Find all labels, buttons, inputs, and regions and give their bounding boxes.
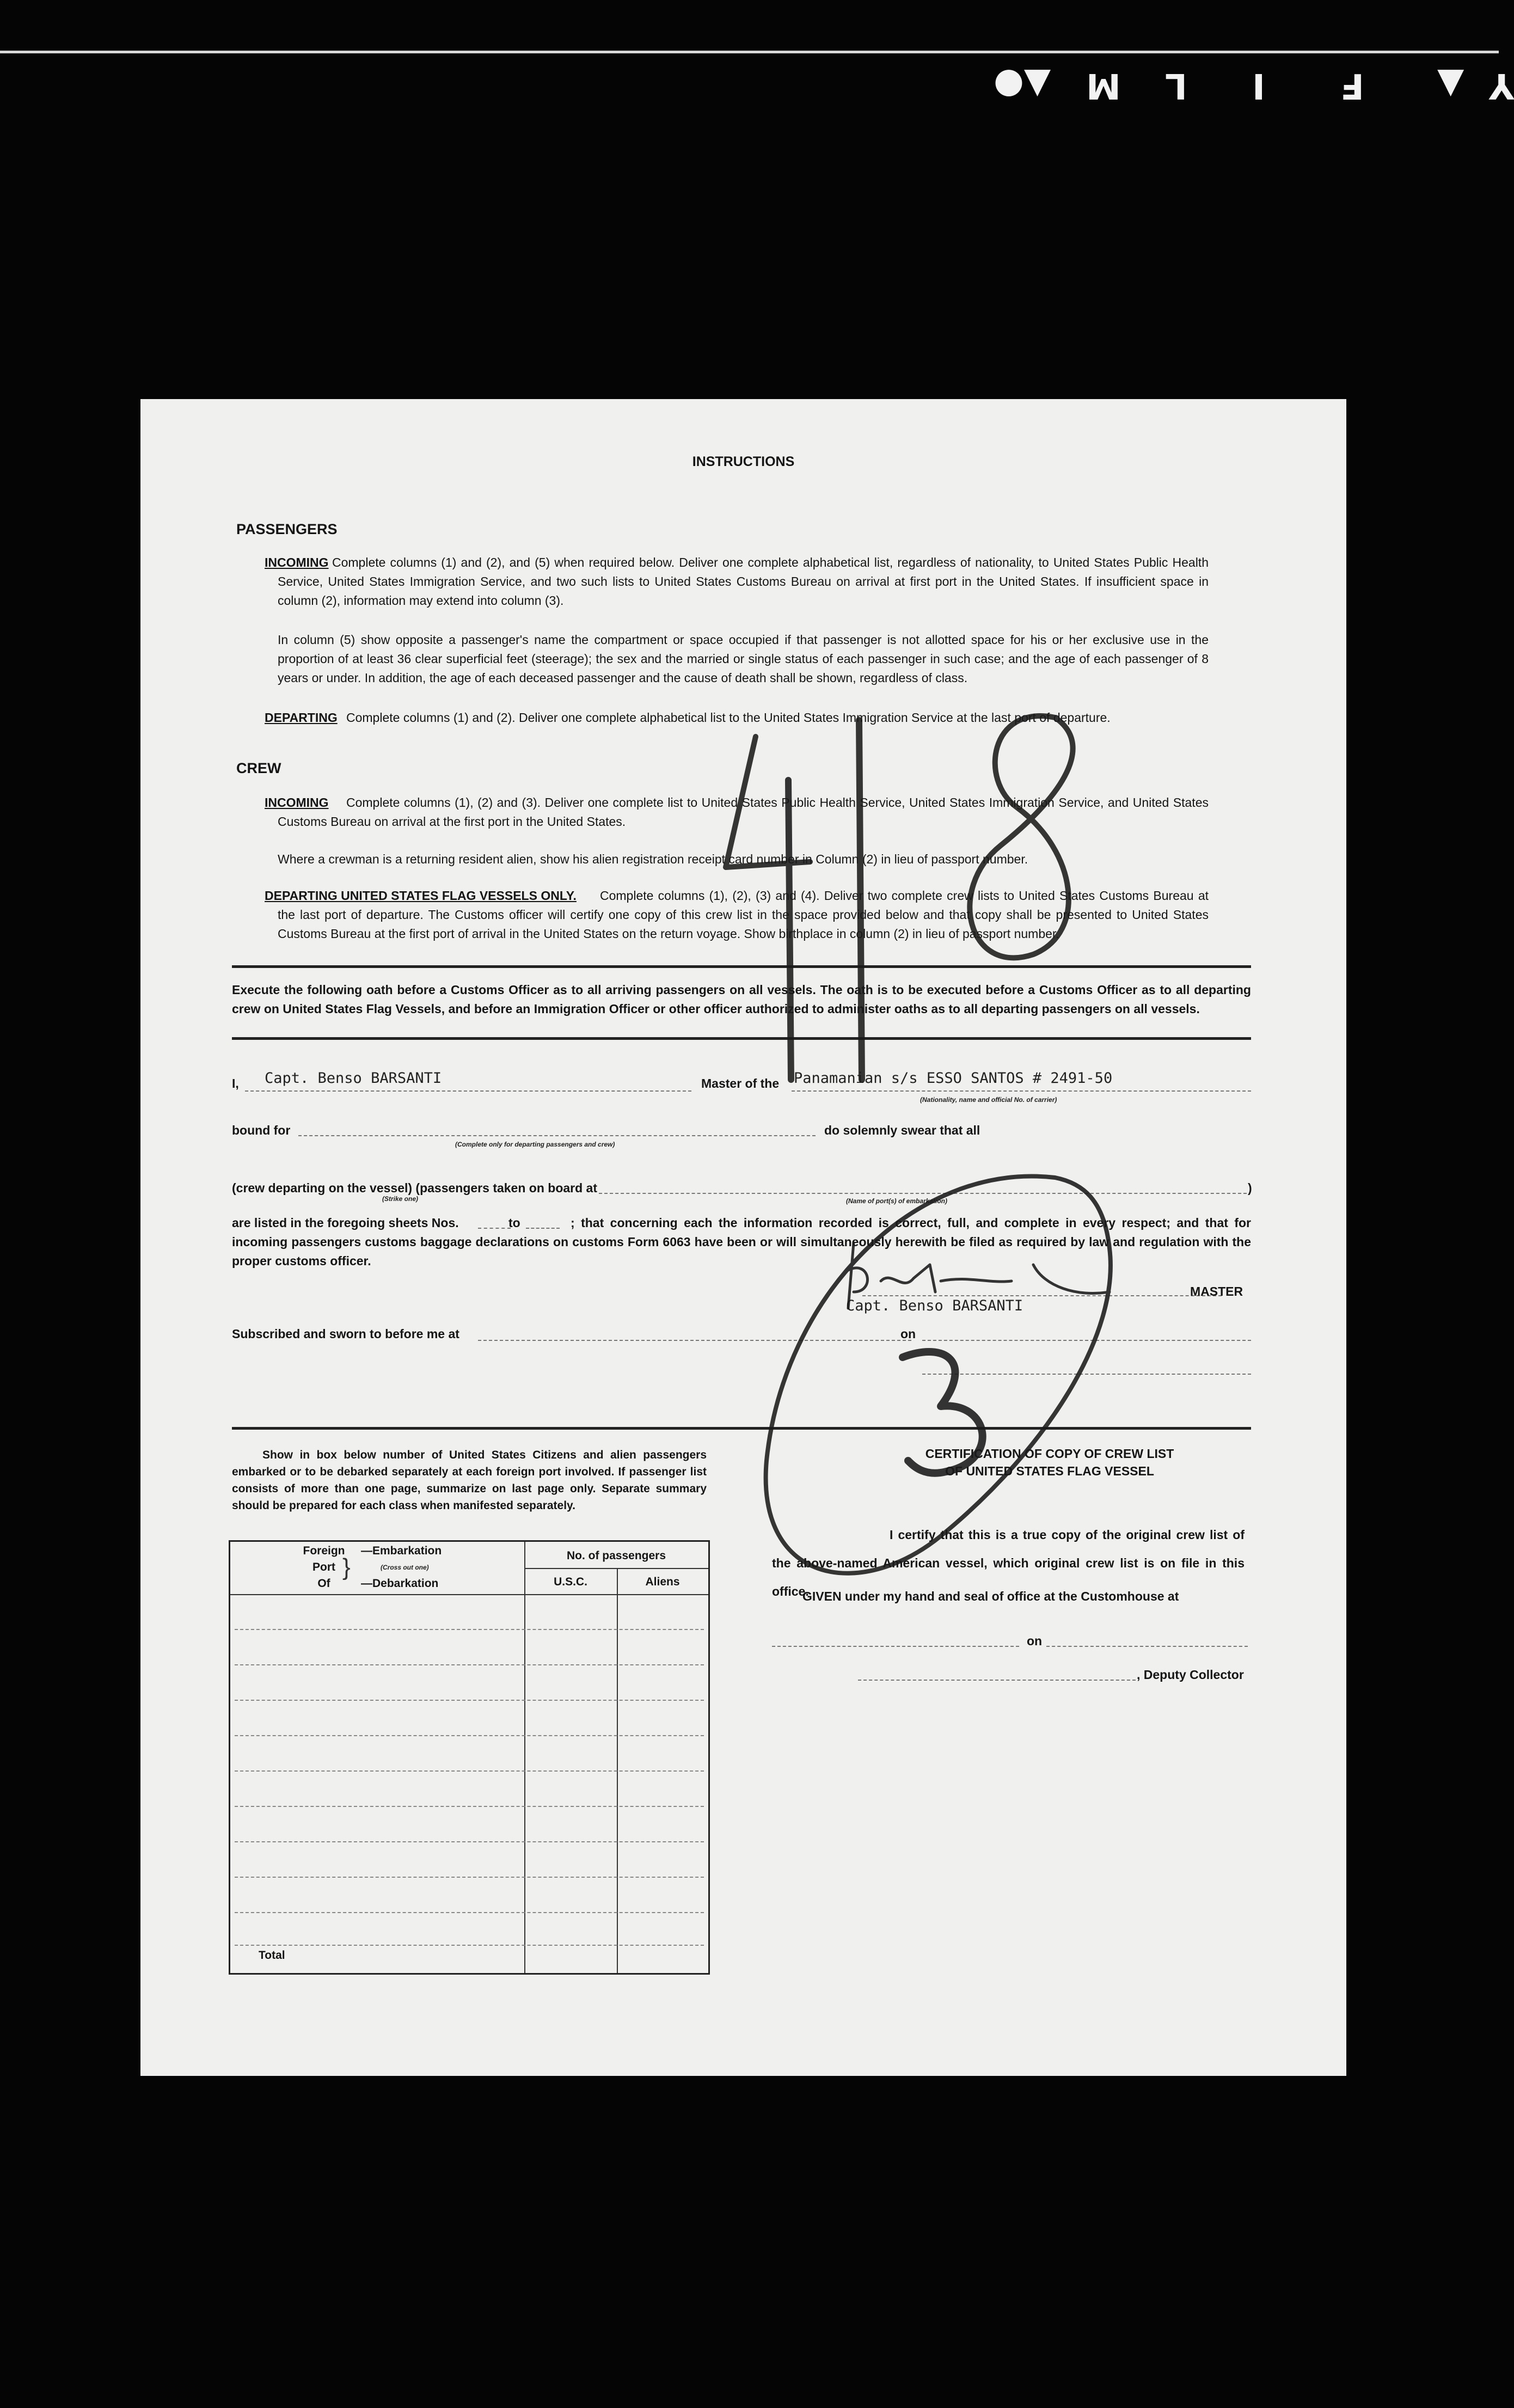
close-paren: ) [1248, 1181, 1252, 1195]
section-rule [232, 965, 1251, 968]
signature-name: Capt. Benso BARSANTI [846, 1297, 1023, 1314]
page-title: INSTRUCTIONS [692, 454, 795, 469]
given-text: GIVEN under my hand and seal of office at the Customhouse at [802, 1589, 1179, 1603]
passengers-heading: PASSENGERS [236, 521, 338, 537]
film-edge-line [0, 51, 1499, 53]
passengers-incoming-text: Complete columns (1) and (2), and (5) when required below. Deliver one complete alphabetical list, regardless of nationality, to United States Public Health Service, United States Immigration Service, and two such lists to United States Customs Bureau on arrival at first port in the United States. If insufficient space in column (2), information may extend into column (3). [278, 555, 1209, 608]
brace: } [342, 1554, 351, 1580]
passengers-column5-text: In column (5) show opposite a passenger's name the compartment or space occupied if that passenger is not allotted space for his or her exclusive use in the proportion of at least 36 clear superficial feet (steerage); the sex and the married or single status of each passenger in such case; and the age of each passenger of 8 years or under. In addition, the age of each deceased passenger and the cause of death shall be shown, regardless of class. [278, 633, 1209, 685]
table-row [235, 1877, 704, 1878]
bound-for-label: bound for [232, 1123, 291, 1137]
subscribed-date-line [922, 1340, 1251, 1341]
embarkation-ports-line [599, 1193, 1247, 1194]
certification-date-line [1046, 1646, 1248, 1647]
master-name-line [245, 1090, 691, 1092]
film-edge-markings [969, 65, 1514, 114]
certify-text: I certify that this is a true copy of the original crew list of the above-named American vessel, which original crew list is on file in this office. [772, 1528, 1245, 1598]
passenger-summary-table [229, 1540, 710, 1975]
table-row [235, 1770, 704, 1772]
table-row [235, 1912, 704, 1913]
foreign-label: Foreign [303, 1545, 345, 1557]
film-mark: ▲ [1437, 65, 1464, 106]
customhouse-line [772, 1646, 1019, 1647]
oath-i-label: I, [232, 1076, 239, 1090]
crew-incoming-text: Complete columns (1), (2) and (3). Deliver one complete list to United States Public Health Service, United States Immigration Service, and United States Customs Bureau on arrival at the first port in the United States. [278, 795, 1209, 829]
port-label: Port [312, 1561, 335, 1573]
passengers-departing-text: Complete columns (1) and (2). Deliver one complete alphabetical list to the United States Immigration Service at the last port of departure. [346, 710, 1111, 725]
master-label: MASTER [1190, 1284, 1243, 1298]
ports-note: (Name of port(s) of embarkation) [846, 1197, 948, 1205]
passengers-incoming-label: INCOMING [265, 555, 329, 569]
passengers-departing-label: DEPARTING [265, 710, 338, 725]
strike-note: (Strike one) [382, 1195, 419, 1203]
subscribed-label: Subscribed and sworn to before me at [232, 1327, 459, 1341]
bound-for-line [298, 1135, 816, 1136]
listed-text: are listed in the foregoing sheets Nos. [232, 1216, 459, 1230]
summary-instructions: Show in box below number of United States Citizens and alien passengers embarked or to be debarked separately at each foreign port involved. If passenger list consists of more than one page, summarize on last page only. Separate summary should be prepared for each class when manifested separately. [232, 1449, 707, 1512]
oath-intro: Execute the following oath before a Customs Officer as to all arriving passengers on all vessels. The oath is to be executed before a Customs Officer as to all departing crew on United States Flag Vessels, and before an Immigration Officer or other officer authorized to administer oaths as to all departing passengers on all vessels. [232, 983, 1251, 1016]
master-of-label: Master of the [701, 1076, 780, 1090]
crew-departing-passengers: (crew departing on the vessel) (passengers taken on board at [232, 1181, 598, 1195]
certification-on-label: on [1027, 1634, 1043, 1648]
debarkation-label: —Debarkation [361, 1577, 439, 1590]
officer-line [922, 1374, 1251, 1375]
deputy-line [858, 1680, 1136, 1681]
total-label: Total [259, 1949, 285, 1962]
section-rule [232, 1037, 1251, 1040]
aliens-header: Aliens [645, 1576, 680, 1588]
table-row [235, 1841, 704, 1842]
bound-note: (Complete only for departing passengers and crew) [455, 1141, 615, 1148]
signature-line [862, 1295, 1222, 1296]
table-row [235, 1629, 704, 1630]
table-row [235, 1945, 704, 1946]
crew-incoming-label: INCOMING [265, 795, 329, 810]
table-row [235, 1664, 704, 1665]
film-mark: ▲● [994, 65, 1051, 106]
film-mark: L [1165, 65, 1187, 106]
crew-departing-label: DEPARTING UNITED STATES FLAG VESSELS ONLY. [265, 889, 577, 903]
vessel-note: (Nationality, name and official No. of carrier) [920, 1096, 1057, 1104]
crew-heading: CREW [236, 760, 281, 776]
no-passengers-header: No. of passengers [566, 1549, 666, 1562]
of-label: Of [317, 1577, 330, 1590]
table-header-divider [230, 1594, 708, 1595]
vessel-line [792, 1090, 1251, 1092]
subscribed-place-line [478, 1340, 911, 1341]
subscribed-on-label: on [900, 1327, 916, 1341]
swear-text: do solemnly swear that all [824, 1123, 980, 1137]
embarkation-label: —Embarkation [361, 1545, 442, 1557]
crew-resident-text: Where a crewman is a returning resident alien, show his alien registration receipt card number in Column (2) in lieu of passport number. [278, 852, 1028, 866]
film-mark: Y [1489, 65, 1514, 106]
film-mark: I [1252, 65, 1265, 106]
table-column-divider [524, 1542, 525, 1973]
film-mark: M [1086, 65, 1121, 106]
certification-title-2: OF UNITED STATES FLAG VESSEL [945, 1464, 1154, 1478]
film-mark: F [1340, 65, 1364, 106]
vessel-name: Panamanian s/s ESSO SANTOS # 2491-50 [794, 1070, 1113, 1087]
to-label: to [508, 1216, 520, 1230]
table-row [235, 1735, 704, 1736]
crew-departing-text: Complete columns (1), (2), (3) and (4). Deliver two complete crew lists to United States Customs Bureau at the last port of departure. The Customs officer will certify one copy of this crew list in the space provided below and that copy shall be presented to United States Customs Bureau at the first port of arrival in the United States on the return voyage. Show birthplace in column (2) in lieu of passport number. [278, 889, 1209, 941]
document-page [140, 399, 1346, 2076]
table-subheader-divider [524, 1568, 708, 1569]
certification-title-1: CERTIFICATION OF COPY OF CREW LIST [925, 1447, 1174, 1461]
correct-text: ; that concerning each the information recorded is correct, full, and complete in every respect; and that for incoming passengers customs baggage declarations on customs Form 6063 have been or will simultaneously herewith be filed as required by law and regulation with the proper customs officer. [232, 1216, 1251, 1268]
table-row [235, 1806, 704, 1807]
deputy-label: , Deputy Collector [1137, 1668, 1244, 1682]
usc-header: U.S.C. [554, 1576, 587, 1588]
cross-out-note: (Cross out one) [381, 1564, 429, 1571]
section-rule [232, 1427, 1251, 1430]
table-row [235, 1700, 704, 1701]
master-name: Capt. Benso BARSANTI [265, 1070, 442, 1087]
